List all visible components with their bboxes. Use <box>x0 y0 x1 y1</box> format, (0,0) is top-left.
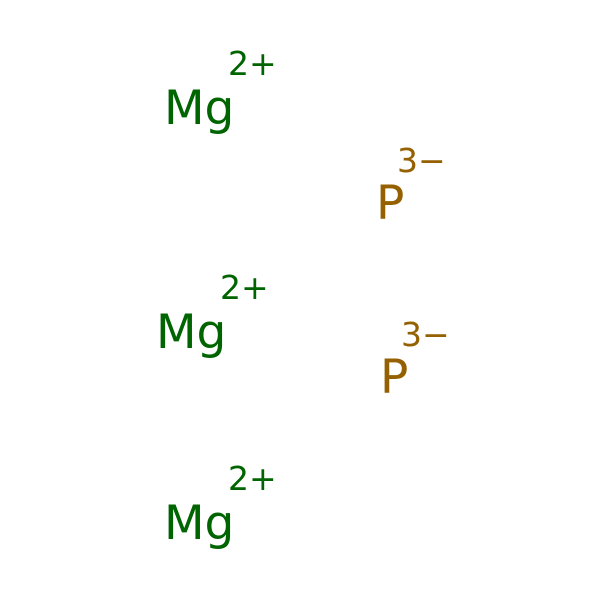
element-symbol: P <box>380 350 409 405</box>
element-symbol: Mg <box>156 305 227 360</box>
ion-charge: 2+ <box>228 459 277 498</box>
ion-charge: 3− <box>397 141 446 180</box>
element-symbol: Mg <box>164 496 235 551</box>
ion-charge: 2+ <box>228 44 277 83</box>
ion-charge: 3− <box>401 315 450 354</box>
element-symbol: Mg <box>164 81 235 136</box>
ion-charge: 2+ <box>220 268 269 307</box>
element-symbol: P <box>376 176 405 231</box>
